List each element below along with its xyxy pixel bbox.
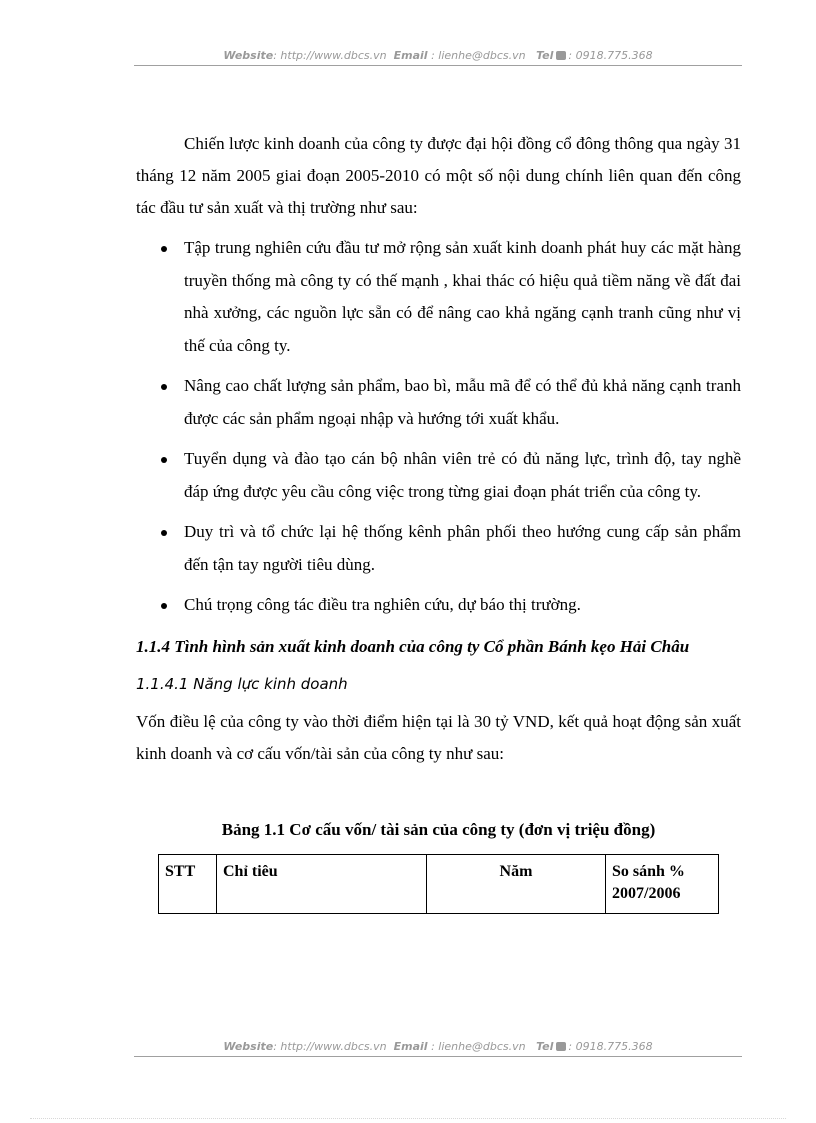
list-item: Chú trọng công tác điều tra nghiên cứu, dự báo thị trường.	[136, 589, 741, 622]
col-stt: STT	[159, 854, 217, 913]
capital-structure-table	[158, 854, 719, 914]
col-comparison: So sánh % 2007/2006	[606, 854, 719, 913]
tel-value: : 0918.775.368	[568, 49, 653, 62]
list-item: Duy trì và tổ chức lại hệ thống kênh phân phối theo hướng cung cấp sản phẩm đến tận tay người tiêu dùng.	[136, 516, 741, 581]
tel-label: Tel	[536, 1040, 554, 1053]
col-indicator: Chỉ tiêu	[217, 854, 427, 913]
email-label: Email	[393, 1040, 428, 1053]
phone-icon	[556, 51, 566, 60]
page-body	[136, 128, 741, 914]
section-heading: 1.1.4 Tình hình sản xuất kinh doanh của công ty Cổ phần Bánh kẹo Hải Châu	[136, 636, 690, 656]
table-header-row	[159, 854, 719, 913]
intro-paragraph: Chiến lược kinh doanh của công ty được đại hội đồng cổ đông thông qua ngày 31 tháng 12 năm 2005 giai đoạn 2005-2010 có một số nội dung chính liên quan đến công tác đầu tư sản xuất và thị trường như sau:	[136, 134, 741, 217]
col-year: Năm	[427, 854, 606, 913]
email-value: : lienhe@dbcs.vn	[431, 1040, 526, 1053]
website-label: Website	[223, 49, 274, 62]
email-label: Email	[393, 49, 428, 62]
strategy-list	[136, 232, 741, 622]
website-label: Website	[223, 1040, 274, 1053]
page-bottom-rule	[30, 1118, 786, 1119]
page-header	[134, 49, 742, 66]
email-value: : lienhe@dbcs.vn	[431, 49, 526, 62]
list-item: Tuyển dụng và đào tạo cán bộ nhân viên trẻ có đủ năng lực, trình độ, tay nghề đáp ứng được yêu cầu công việc trong từng giai đoạn phát triển của công ty.	[136, 443, 741, 508]
list-item: Tập trung nghiên cứu đầu tư mở rộng sản xuất kinh doanh phát huy các mặt hàng truyền thống mà công ty có thế mạnh , khai thác có hiệu quả tiềm năng về đất đai nhà xưởng, các nguồn lực sẵn có để nâng cao khả ngăng cạnh tranh cũng như vị thế của công ty.	[136, 232, 741, 362]
tel-value: : 0918.775.368	[568, 1040, 653, 1053]
website-value: : http://www.dbcs.vn	[273, 49, 387, 62]
tel-label: Tel	[536, 49, 554, 62]
list-item: Nâng cao chất lượng sản phẩm, bao bì, mẫu mã để có thể đủ khả năng cạnh tranh được các sản phẩm ngoại nhập và hướng tới xuất khẩu.	[136, 370, 741, 435]
table-title: Bảng 1.1 Cơ cấu vốn/ tài sản của công ty (đơn vị triệu đồng)	[221, 819, 656, 839]
page-footer	[134, 1040, 742, 1057]
subsection-heading: 1.1.4.1 Năng lực kinh doanh	[136, 674, 348, 693]
capital-paragraph: Vốn điều lệ của công ty vào thời điểm hiện tại là 30 tỷ VND, kết quả hoạt động sản xuất kinh doanh và cơ cấu vốn/tài sản của công ty như sau:	[136, 711, 741, 763]
website-value: : http://www.dbcs.vn	[273, 1040, 387, 1053]
phone-icon	[556, 1042, 566, 1051]
